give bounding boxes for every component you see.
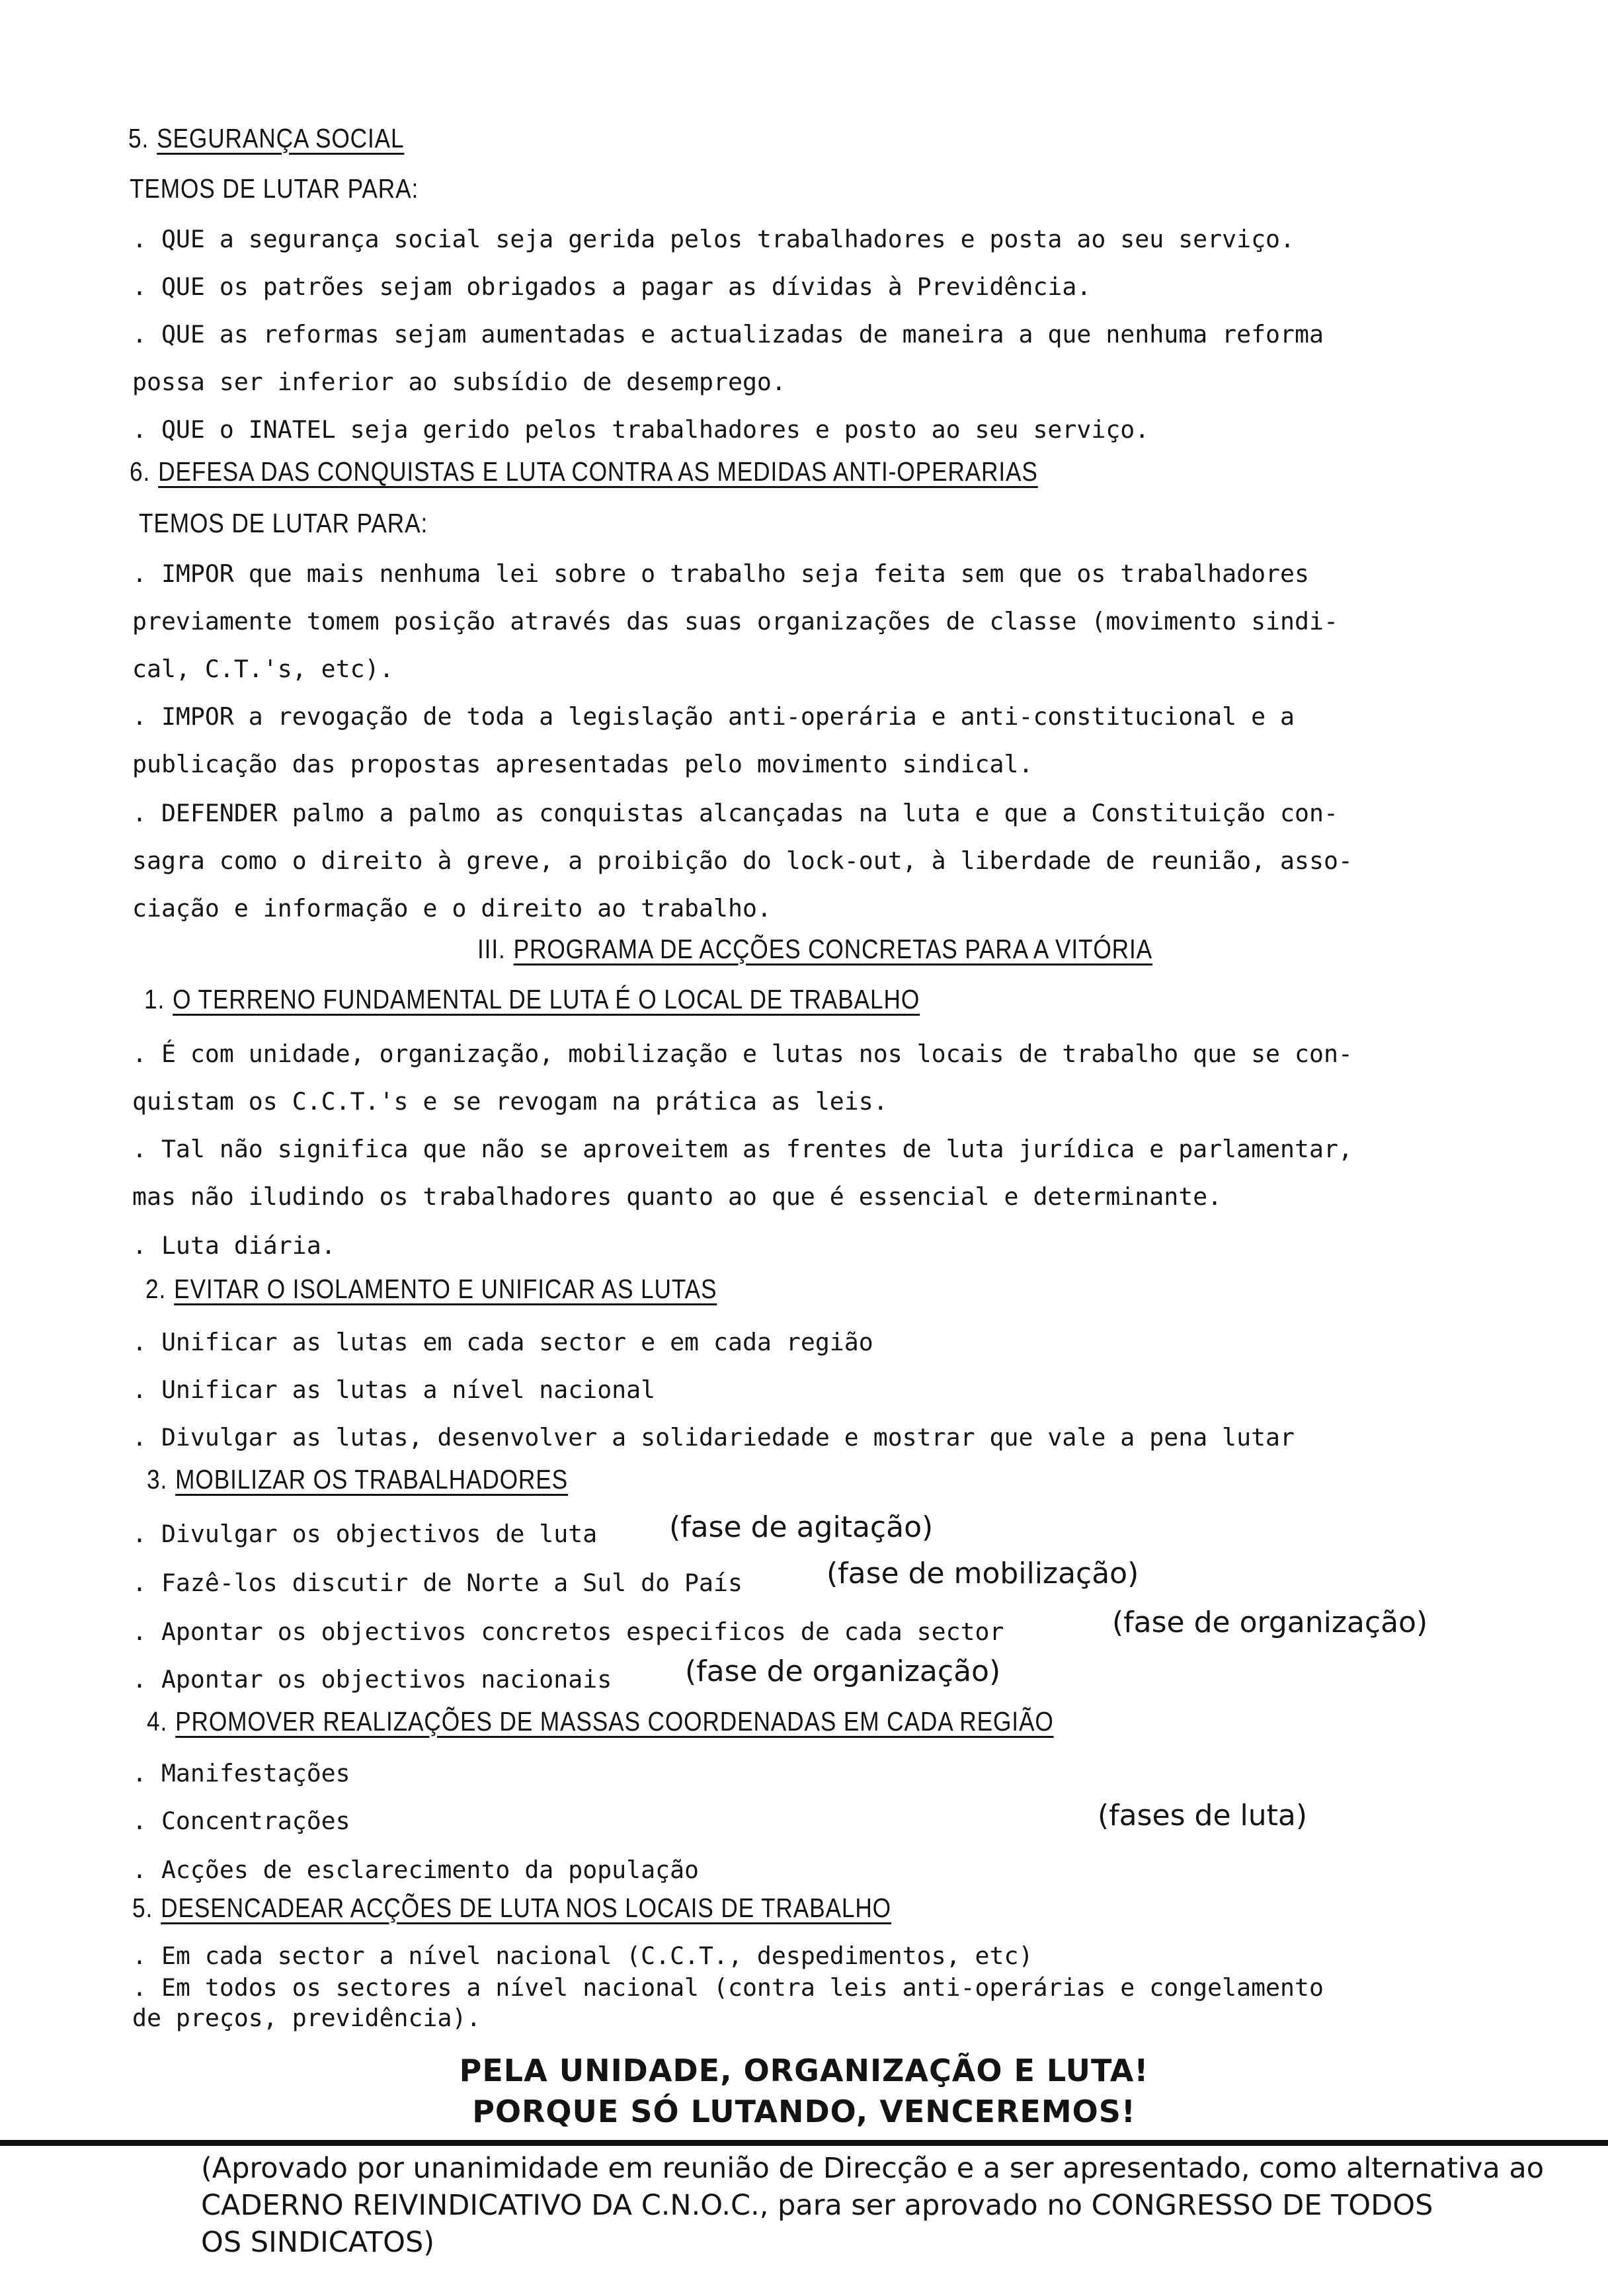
body-line: . Unificar as lutas a nível nacional bbox=[132, 1375, 656, 1404]
point-number: 1. bbox=[144, 984, 165, 1014]
part-title: PROGRAMA DE ACÇÕES CONCRETAS PARA A VITÓRIA bbox=[513, 934, 1153, 964]
body-line: . QUE as reformas sejam aumentadas e actualizadas de maneira a que nenhuma reforma bbox=[132, 320, 1324, 348]
body-line: cal, C.T.'s, etc). bbox=[132, 655, 394, 683]
body-line: previamente tomem posição através das suas organizações de classe (movimento sindi- bbox=[132, 607, 1338, 636]
body-line: . IMPOR que mais nenhuma lei sobre o trabalho seja feita sem que os trabalhadores bbox=[132, 559, 1309, 588]
body-line: . DEFENDER palmo a palmo as conquistas alcançadas na luta e que a Constituição con- bbox=[132, 799, 1338, 827]
body-line: ciação e informação e o direito ao trabalho. bbox=[132, 894, 772, 922]
body-line: . Unificar as lutas em cada sector e em cada região bbox=[132, 1328, 873, 1356]
body-line: de preços, previdência). bbox=[132, 2004, 481, 2032]
part-heading bbox=[477, 934, 1152, 965]
horizontal-rule bbox=[0, 2140, 1608, 2146]
body-line: . Apontar os objectivos concretos especificos de cada sector bbox=[132, 1618, 1004, 1646]
slogan: PELA UNIDADE, ORGANIZAÇÃO E LUTA! bbox=[459, 2053, 1149, 2088]
point-heading bbox=[147, 1464, 568, 1495]
body-line: . QUE o INATEL seja gerido pelos trabalhadores e posto ao seu serviço. bbox=[132, 415, 1150, 444]
point-number: 2. bbox=[145, 1274, 167, 1304]
body-line: . Manifestações bbox=[132, 1759, 350, 1787]
body-line: . QUE a segurança social seja gerida pelos trabalhadores e posta ao seu serviço. bbox=[132, 225, 1295, 253]
body-line: . Acções de esclarecimento da população bbox=[132, 1856, 700, 1884]
body-line: . Divulgar as lutas, desenvolver a solidariedade e mostrar que vale a pena lutar bbox=[132, 1423, 1295, 1452]
body-line: . QUE os patrões sejam obrigados a pagar as dívidas à Previdência. bbox=[132, 272, 1092, 301]
footnote-line: (Aprovado por unanimidade em reunião de Direcção e a ser apresentado, como alternativa ao bbox=[201, 2152, 1545, 2185]
section-title: DEFESA DAS CONQUISTAS E LUTA CONTRA AS MEDIDAS ANTI-OPERARIAS bbox=[158, 456, 1038, 487]
point-heading bbox=[147, 1706, 1054, 1737]
slogan: PORQUE SÓ LUTANDO, VENCEREMOS! bbox=[472, 2094, 1136, 2129]
point-number: 4. bbox=[147, 1706, 168, 1737]
body-line: sagra como o direito à greve, a proibição do lock-out, à liberdade de reunião, asso- bbox=[132, 846, 1353, 875]
footnote-line: OS SINDICATOS) bbox=[201, 2226, 435, 2259]
section-title: SEGURANÇA SOCIAL bbox=[157, 123, 405, 153]
section-heading bbox=[130, 456, 1038, 487]
phase-note: (fase de agitação) bbox=[669, 1510, 934, 1544]
point-title: MOBILIZAR OS TRABALHADORES bbox=[175, 1464, 569, 1495]
body-line: possa ser inferior ao subsídio de desemprego. bbox=[132, 368, 786, 396]
section-number: 5. bbox=[128, 123, 149, 153]
subheading: TEMOS DE LUTAR PARA: bbox=[139, 508, 428, 538]
body-line: mas não iludindo os trabalhadores quanto ao que é essencial e determinante. bbox=[132, 1182, 1223, 1211]
point-heading bbox=[145, 1274, 717, 1305]
point-title: O TERRENO FUNDAMENTAL DE LUTA É O LOCAL DE TRABALHO bbox=[173, 984, 920, 1014]
footnote-line: CADERNO REIVINDICATIVO DA C.N.O.C., para ser aprovado no CONGRESSO DE TODOS bbox=[201, 2189, 1433, 2222]
body-line: . Apontar os objectivos nacionais bbox=[132, 1665, 612, 1694]
subheading: TEMOS DE LUTAR PARA: bbox=[130, 173, 419, 204]
point-number: 3. bbox=[147, 1464, 168, 1495]
point-title: EVITAR O ISOLAMENTO E UNIFICAR AS LUTAS bbox=[174, 1274, 717, 1304]
phase-note: (fase de organização) bbox=[685, 1655, 1001, 1688]
body-line: . Em cada sector a nível nacional (C.C.T., despedimentos, etc) bbox=[132, 1942, 1033, 1970]
body-line: . Tal não significa que não se aproveitem as frentes de luta jurídica e parlamentar, bbox=[132, 1135, 1353, 1163]
body-line: . Concentrações bbox=[132, 1807, 350, 1835]
phase-note: (fases de luta) bbox=[1098, 1799, 1308, 1832]
phase-note: (fase de organização) bbox=[1112, 1606, 1428, 1639]
body-line: quistam os C.C.T.'s e se revogam na prática as leis. bbox=[132, 1087, 888, 1116]
body-line: publicação das propostas apresentadas pelo movimento sindical. bbox=[132, 750, 1033, 778]
point-heading bbox=[132, 1893, 891, 1924]
section-number: 6. bbox=[130, 456, 151, 487]
body-line: . Luta diária. bbox=[132, 1231, 336, 1260]
phase-note: (fase de mobilização) bbox=[826, 1557, 1139, 1590]
body-line: . IMPOR a revogação de toda a legislação anti-operária e anti-constitucional e a bbox=[132, 702, 1295, 731]
body-line: . Fazê-los discutir de Norte a Sul do País bbox=[132, 1569, 743, 1597]
point-title: PROMOVER REALIZAÇÕES DE MASSAS COORDENADAS EM CADA REGIÃO bbox=[175, 1706, 1054, 1737]
body-line: . Em todos os sectores a nível nacional (contra leis anti-operárias e congelamento bbox=[132, 1973, 1324, 2002]
body-line: . Divulgar os objectivos de luta bbox=[132, 1520, 598, 1548]
section-heading bbox=[128, 123, 404, 154]
point-number: 5. bbox=[132, 1893, 153, 1923]
part-number: III. bbox=[477, 934, 506, 964]
point-title: DESENCADEAR ACÇÕES DE LUTA NOS LOCAIS DE TRABALHO bbox=[161, 1893, 891, 1923]
body-line: . É com unidade, organização, mobilização e lutas nos locais de trabalho que se con- bbox=[132, 1040, 1353, 1068]
point-heading bbox=[144, 984, 920, 1015]
